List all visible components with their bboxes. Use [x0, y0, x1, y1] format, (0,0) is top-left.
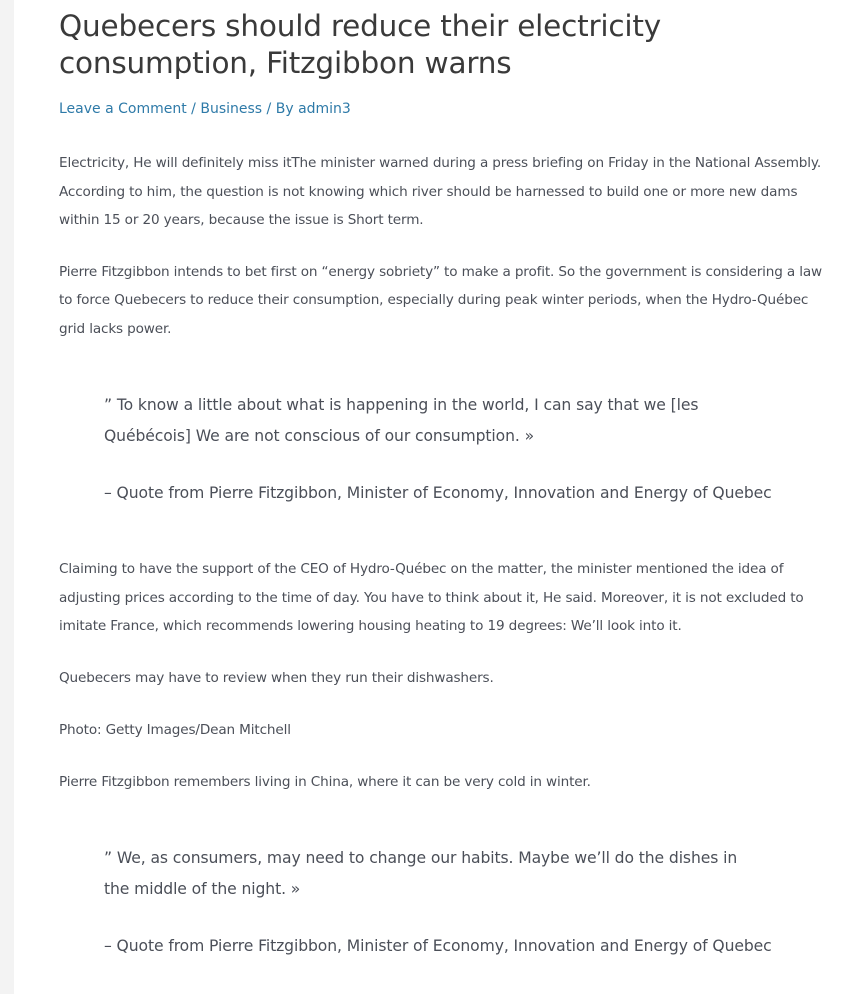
quote-attribution: – Quote from Pierre Fitzgibbon, Minister of Economy, Innovation and Energy of Quebec [104, 937, 772, 955]
photo-credit: Photo: Getty Images/Dean Mitchell [59, 722, 291, 738]
meta-separator: / [266, 101, 272, 117]
quote-text: ” To know a little about what is happening in the world, I can say that we [les Québécois] We are not conscious of our consumption. » [104, 396, 699, 445]
paragraph: Pierre Fitzgibbon intends to bet first on “energy sobriety” to make a profit. So the government is considering a law to force Quebecers to reduce their consumption, especially during peak winter periods, when the Hydro-Québec grid lacks power. [59, 263, 823, 337]
blockquote [104, 843, 829, 962]
paragraph: Claiming to have the support of the CEO of Hydro-Québec on the matter, the minister mentioned the idea of adjusting prices according to the time of day. You have to think about it, He said. Moreover, it is not excluded to imitate France, which recommends lowering housing heating to 19 degrees: We’ll look into it. [59, 561, 804, 634]
leave-comment-link[interactable]: Leave a Comment [59, 101, 187, 117]
quote-text: ” We, as consumers, may need to change our habits. Maybe we’ll do the dishes in the middle of the night. » [104, 849, 738, 898]
author-prefix: By [275, 101, 294, 117]
article-title: Quebecers should reduce their electricity consumption, Fitzgibbon warns [59, 9, 662, 80]
meta-separator: / [191, 101, 196, 117]
author-link[interactable]: admin3 [298, 101, 351, 117]
paragraph: Quebecers may have to review when they run their dishwashers. [59, 669, 494, 686]
article [59, 0, 829, 962]
left-gutter [0, 0, 14, 994]
paragraph: Pierre Fitzgibbon remembers living in China, where it can be very cold in winter. [59, 773, 591, 790]
blockquote [104, 390, 829, 509]
post-meta [59, 99, 829, 119]
category-link-business[interactable]: Business [200, 101, 263, 117]
quote-attribution: – Quote from Pierre Fitzgibbon, Minister of Economy, Innovation and Energy of Quebec [104, 484, 772, 502]
paragraph: Electricity, He will definitely miss itThe minister warned during a press briefing on Friday in the National Assembly. According to him, the question is not knowing which river should be harnessed to build one or more new dams within 15 or 20 years, because the issue is Short term. [59, 155, 822, 228]
